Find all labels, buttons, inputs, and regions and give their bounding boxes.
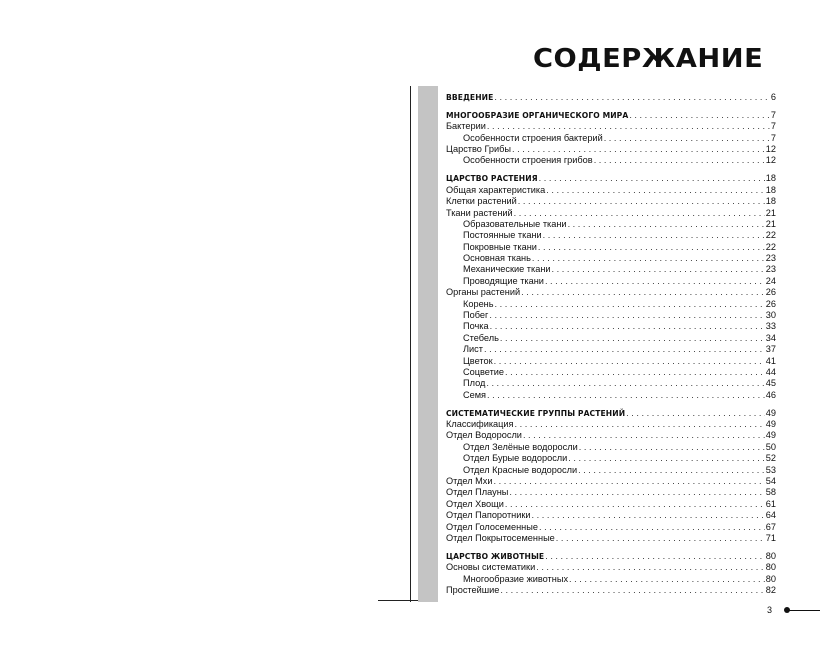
dot-leader [532, 253, 765, 264]
toc-entry[interactable] [446, 144, 776, 155]
dot-leader [552, 264, 765, 275]
dot-leader [568, 453, 764, 464]
toc-entry-page: 49 [765, 430, 776, 441]
toc-entry-label: Общая характеристика [446, 184, 546, 195]
dot-leader [629, 110, 770, 121]
dot-leader [505, 367, 765, 378]
toc-entry[interactable] [446, 121, 776, 132]
dot-leader [539, 522, 765, 533]
toc-entry-page: 49 [765, 419, 776, 430]
toc-entry[interactable] [446, 499, 776, 510]
toc-entry-label: Лист [463, 344, 483, 355]
toc-entry-page: 30 [765, 310, 776, 321]
toc-entry-label: Отдел Мхи [446, 476, 493, 486]
dot-leader [484, 344, 765, 355]
toc-entry[interactable] [446, 476, 776, 487]
dot-leader [494, 476, 765, 487]
toc-entry-page: 26 [765, 298, 776, 309]
table-of-contents [446, 92, 776, 596]
toc-entry-page: 53 [765, 464, 776, 475]
dot-leader [514, 208, 765, 219]
toc-entry-page: 21 [765, 218, 776, 229]
toc-entry-page: 26 [765, 287, 776, 298]
dot-leader [546, 185, 764, 196]
dot-leader [626, 408, 765, 419]
toc-entry-page: 46 [765, 389, 776, 400]
page-marker-line [788, 610, 820, 611]
toc-entry[interactable] [446, 522, 776, 533]
dot-leader [569, 574, 765, 585]
toc-entry-label: Проводящие ткани [463, 275, 544, 286]
page-title: СОДЕРЖАНИЕ [533, 44, 764, 74]
toc-entry[interactable] [446, 419, 776, 430]
dot-leader [568, 219, 765, 230]
toc-entry[interactable] [446, 585, 776, 596]
toc-section-heading[interactable] [446, 92, 776, 103]
dot-leader [487, 390, 765, 401]
toc-entry-label: Классификация [446, 419, 514, 430]
dot-leader [538, 242, 765, 253]
toc-entry-label: Механические ткани [463, 264, 551, 275]
toc-entry-label: Плод [463, 378, 486, 389]
toc-entry-page: 23 [765, 253, 776, 264]
toc-entry-label: Отдел Плауны [446, 487, 509, 498]
toc-entry-page: 12 [765, 144, 776, 155]
toc-entry-label: Отдел Хвощи [446, 498, 504, 509]
toc-section-heading[interactable] [446, 110, 776, 121]
dot-leader [487, 121, 770, 132]
page-number: 3 [767, 605, 773, 615]
toc-entry-page: 80 [765, 573, 776, 584]
toc-entry[interactable] [446, 442, 776, 453]
toc-entry[interactable] [446, 453, 776, 464]
toc-entry[interactable] [446, 185, 776, 196]
toc-entry-label: Отдел Водоросли [446, 430, 522, 441]
toc-entry[interactable] [446, 230, 776, 241]
dot-leader [515, 419, 765, 430]
toc-entry-label: Соцветие [463, 366, 505, 377]
toc-entry-page: 64 [765, 510, 776, 521]
toc-entry-page: 34 [765, 332, 776, 343]
toc-entry[interactable] [446, 321, 776, 332]
toc-entry-page: 82 [765, 585, 776, 596]
toc-entry-label: Особенности строения бактерий [463, 132, 603, 143]
dot-leader [532, 510, 765, 521]
toc-entry-label: Семя [463, 389, 487, 400]
toc-entry-label: Основная ткань [463, 253, 531, 264]
toc-entry[interactable] [446, 390, 776, 401]
toc-entry-page: 54 [765, 476, 776, 486]
toc-entry[interactable] [446, 356, 776, 367]
gray-margin-bar [418, 86, 438, 602]
toc-entry[interactable] [446, 155, 776, 166]
toc-entry[interactable] [446, 299, 776, 310]
dot-leader [579, 442, 765, 453]
horizontal-rule [378, 600, 418, 601]
toc-entry-label: Почка [463, 321, 489, 332]
toc-entry-label: Отдел Зелёные водоросли [463, 441, 578, 452]
toc-entry[interactable] [446, 562, 776, 573]
dot-leader [500, 585, 764, 596]
dot-leader [536, 562, 765, 573]
toc-entry[interactable] [446, 430, 776, 441]
toc-entry-page: 18 [765, 184, 776, 195]
vertical-rule [410, 86, 411, 602]
toc-entry-label: ВВЕДЕНИЕ [446, 93, 494, 102]
toc-entry-label: Побег [463, 310, 489, 321]
toc-entry-page: 58 [765, 487, 776, 498]
toc-entry-page: 7 [770, 121, 776, 132]
dot-leader [494, 92, 769, 103]
dot-leader [523, 430, 765, 441]
toc-entry-label: Образовательные ткани [463, 218, 567, 229]
toc-section-heading[interactable] [446, 408, 776, 419]
toc-entry[interactable] [446, 574, 776, 585]
dot-leader [594, 155, 765, 166]
dot-leader [521, 287, 765, 298]
dot-leader [556, 533, 765, 544]
toc-entry-page: 80 [765, 562, 776, 573]
toc-entry-page: 71 [765, 532, 776, 543]
toc-entry[interactable] [446, 465, 776, 476]
toc-entry[interactable] [446, 487, 776, 498]
toc-entry-page: 18 [765, 173, 776, 184]
dot-leader [512, 144, 765, 155]
toc-entry[interactable] [446, 310, 776, 321]
toc-entry-page: 22 [765, 230, 776, 241]
dot-leader [545, 276, 765, 287]
toc-entry-label: Корень [463, 298, 494, 309]
toc-entry-label: Основы систематики [446, 562, 536, 573]
toc-entry-page: 80 [765, 550, 776, 561]
dot-leader [545, 551, 765, 562]
toc-entry-label: ЦАРСТВО РАСТЕНИЯ [446, 174, 538, 184]
toc-entry[interactable] [446, 344, 776, 355]
toc-entry[interactable] [446, 533, 776, 544]
toc-entry-page: 24 [765, 275, 776, 286]
toc-entry-page: 49 [765, 407, 776, 418]
toc-entry-page: 21 [765, 207, 776, 218]
toc-entry-page: 23 [765, 264, 776, 275]
toc-entry-label: Отдел Бурые водоросли [463, 453, 568, 464]
toc-entry[interactable] [446, 287, 776, 298]
toc-entry-label: Отдел Голосеменные [446, 521, 538, 532]
toc-entry-label: МНОГООБРАЗИЕ ОРГАНИЧЕСКОГО МИРА [446, 110, 629, 120]
toc-entry-page: 50 [765, 441, 776, 452]
dot-leader [500, 333, 765, 344]
dot-leader [486, 378, 764, 389]
toc-entry-label: Покровные ткани [463, 241, 537, 252]
toc-entry-page: 61 [765, 498, 776, 509]
toc-entry-label: Бактерии [446, 121, 486, 132]
toc-entry-label: Отдел Папоротники [446, 510, 531, 521]
toc-entry[interactable] [446, 367, 776, 378]
toc-entry[interactable] [446, 264, 776, 275]
dot-leader [543, 230, 765, 241]
toc-entry-page: 6 [770, 92, 776, 102]
toc-entry-label: Ткани растений [446, 207, 513, 218]
toc-entry-label: Органы растений [446, 287, 521, 298]
toc-entry-page: 41 [765, 355, 776, 366]
dot-leader [489, 310, 764, 321]
dot-leader [495, 299, 765, 310]
dot-leader [578, 465, 765, 476]
dot-leader [494, 356, 765, 367]
toc-entry-page: 44 [765, 366, 776, 377]
toc-entry-label: Многообразие животных [463, 573, 569, 584]
toc-entry-page: 7 [770, 109, 776, 120]
toc-section-heading[interactable] [446, 173, 776, 184]
toc-entry-label: Постоянные ткани [463, 230, 542, 241]
toc-section-heading[interactable] [446, 551, 776, 562]
toc-entry-label: Цветок [463, 355, 493, 366]
dot-leader [505, 499, 765, 510]
toc-entry[interactable] [446, 133, 776, 144]
toc-entry-page: 7 [770, 132, 776, 143]
dot-leader [539, 173, 765, 184]
toc-entry[interactable] [446, 253, 776, 264]
toc-entry-label: Особенности строения грибов [463, 155, 593, 166]
toc-entry[interactable] [446, 333, 776, 344]
toc-entry[interactable] [446, 196, 776, 207]
toc-entry[interactable] [446, 208, 776, 219]
toc-entry-page: 37 [765, 344, 776, 355]
toc-entry[interactable] [446, 378, 776, 389]
dot-leader [509, 487, 764, 498]
toc-entry-page: 33 [765, 321, 776, 332]
toc-entry[interactable] [446, 219, 776, 230]
toc-entry-page: 67 [765, 521, 776, 532]
toc-entry[interactable] [446, 242, 776, 253]
toc-entry-label: Простейшие [446, 585, 500, 596]
toc-entry-page: 52 [765, 453, 776, 464]
toc-entry-page: 18 [765, 196, 776, 207]
toc-entry-label: Царство Грибы [446, 144, 512, 155]
toc-entry-label: ЦАРСТВО ЖИВОТНЫЕ [446, 551, 545, 561]
dot-leader [490, 321, 765, 332]
toc-entry-page: 22 [765, 241, 776, 252]
toc-entry-label: СИСТЕМАТИЧЕСКИЕ ГРУППЫ РАСТЕНИЙ [446, 408, 626, 418]
toc-entry[interactable] [446, 276, 776, 287]
dot-leader [518, 196, 765, 207]
dot-leader [604, 133, 770, 144]
toc-entry-page: 12 [765, 155, 776, 166]
toc-entry-label: Стебель [463, 332, 499, 343]
toc-entry-label: Отдел Красные водоросли [463, 464, 578, 475]
toc-entry-label: Клетки растений [446, 196, 517, 207]
toc-entry[interactable] [446, 510, 776, 521]
toc-entry-label: Отдел Покрытосеменные [446, 532, 555, 543]
toc-entry-page: 45 [765, 378, 776, 389]
